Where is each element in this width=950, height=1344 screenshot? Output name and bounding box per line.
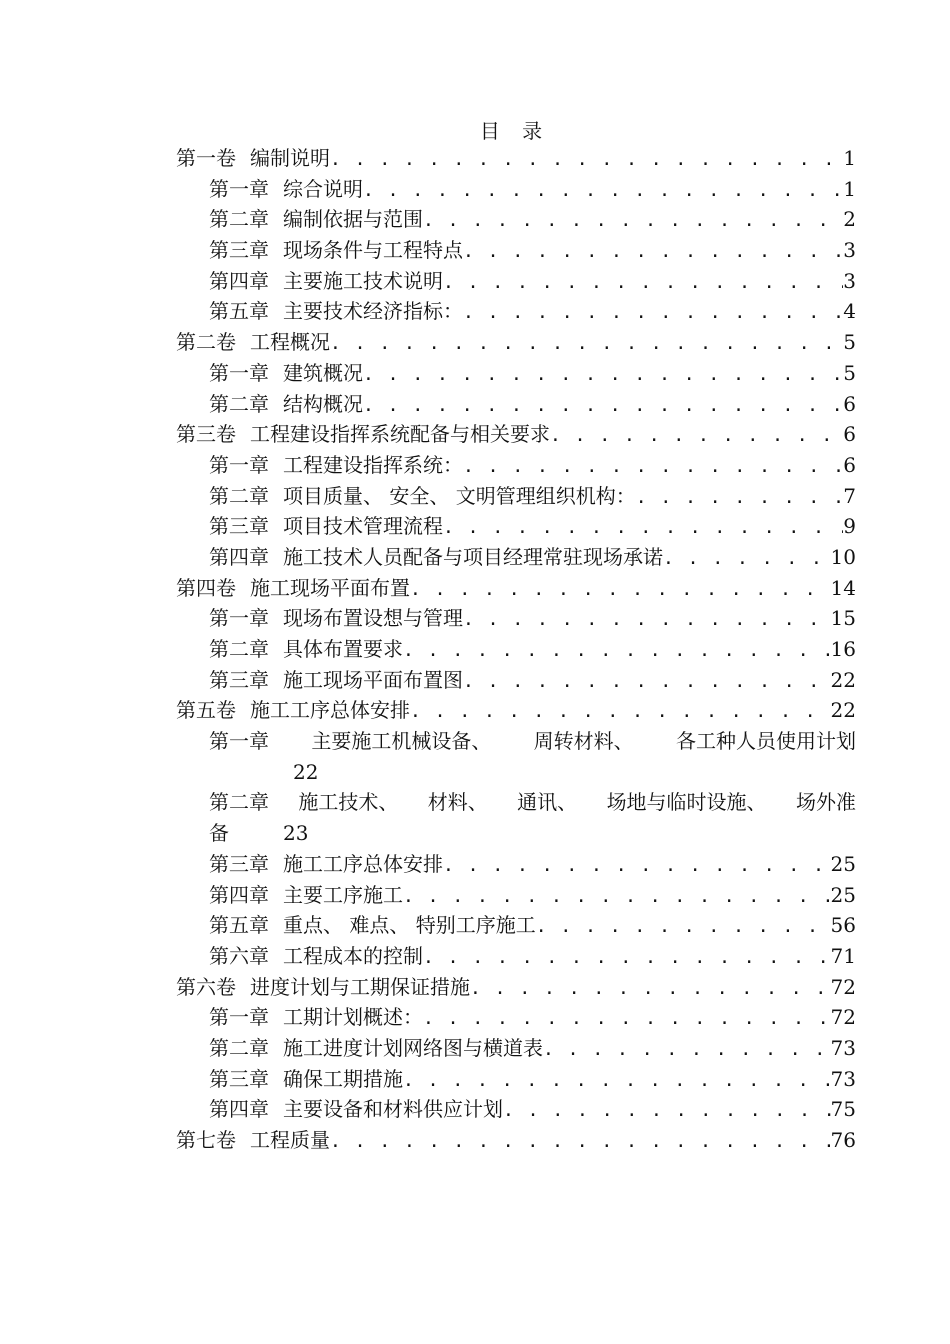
toc-leader-dots bbox=[550, 421, 843, 450]
toc-entry-number: 第三章 bbox=[209, 1066, 269, 1091]
toc-entry-chapter[interactable] bbox=[176, 204, 856, 235]
toc-entry-chapter[interactable] bbox=[176, 849, 856, 880]
toc-entry-page: 9 bbox=[843, 514, 856, 539]
toc-entry-text-continued: 备 bbox=[209, 821, 229, 846]
toc-entry-page: 5 bbox=[843, 330, 856, 355]
toc-leader-dots bbox=[463, 452, 843, 481]
toc-entry-text: 进度计划与工期保证措施 bbox=[250, 974, 470, 999]
toc-entry-line bbox=[209, 818, 856, 849]
toc-entry-text: 编制依据与范围 bbox=[283, 207, 423, 232]
toc-entry-volume[interactable] bbox=[176, 143, 856, 174]
toc-entry-page: 3 bbox=[843, 238, 856, 263]
toc-entry-text-part: 周转材料、 bbox=[533, 729, 634, 754]
toc-entry-page: 6 bbox=[843, 422, 856, 447]
toc-entry-chapter[interactable] bbox=[176, 910, 856, 941]
toc-leader-dots bbox=[443, 268, 843, 297]
toc-entry-text: 施工工序总体安排 bbox=[283, 851, 443, 876]
toc-entry-page: 25 bbox=[830, 851, 856, 876]
toc-entry-page: 76 bbox=[830, 1128, 856, 1153]
toc-leader-dots bbox=[423, 206, 843, 235]
toc-title: 目 录 bbox=[479, 119, 551, 143]
toc-entry-page: 6 bbox=[843, 391, 856, 416]
toc-entry-number: 第四卷 bbox=[176, 575, 236, 600]
toc-entry-text: 工程建设指挥系统配备与相关要求 bbox=[250, 422, 550, 447]
toc-entry-page: 6 bbox=[843, 452, 856, 477]
toc-entry-number: 第四章 bbox=[209, 544, 269, 569]
toc-leader-dots bbox=[410, 697, 831, 726]
toc-entry-page: 22 bbox=[830, 698, 856, 723]
toc-leader-dots bbox=[443, 851, 831, 880]
toc-entry-text: 项目技术管理流程 bbox=[283, 514, 443, 539]
toc-entry-chapter[interactable] bbox=[176, 481, 856, 512]
toc-entry-number: 第三章 bbox=[209, 238, 269, 263]
toc-entry-page: 22 bbox=[830, 667, 856, 692]
toc-entry-number: 第三章 bbox=[209, 667, 269, 692]
toc-leader-dots bbox=[410, 575, 831, 604]
toc-entry-page: 1 bbox=[843, 146, 856, 170]
toc-entry-page: 56 bbox=[830, 913, 856, 938]
toc-entry-text: 编制说明 bbox=[250, 146, 330, 170]
toc-entry-text: 主要设备和材料供应计划 bbox=[283, 1097, 503, 1122]
toc-entry-number: 第三章 bbox=[209, 851, 269, 876]
toc-entry-text: 工程概况 bbox=[250, 330, 330, 355]
toc-entry-text: 施工工序总体安排 bbox=[250, 698, 410, 723]
toc-entry-number: 第二章 bbox=[209, 637, 269, 661]
toc-entry-page: 2 bbox=[843, 207, 856, 232]
toc-entry-chapter[interactable] bbox=[176, 174, 856, 205]
toc-list bbox=[176, 143, 856, 1156]
toc-entry-text: 现场布置设想与管理 bbox=[283, 606, 463, 631]
toc-entry-volume[interactable] bbox=[176, 419, 856, 450]
toc-leader-dots bbox=[363, 391, 843, 420]
toc-entry-page: 72 bbox=[830, 1005, 856, 1030]
toc-entry-chapter[interactable] bbox=[176, 1002, 856, 1033]
toc-entry-chapter[interactable] bbox=[176, 235, 856, 266]
toc-leader-dots bbox=[403, 636, 831, 665]
toc-entry-page: 1 bbox=[843, 176, 856, 201]
toc-leader-dots bbox=[403, 1066, 831, 1095]
toc-leader-dots bbox=[636, 483, 844, 512]
toc-leader-dots bbox=[330, 329, 843, 358]
toc-entry-number: 第一章 bbox=[209, 176, 269, 201]
toc-entry-chapter[interactable] bbox=[176, 634, 856, 665]
toc-leader-dots bbox=[403, 882, 831, 911]
toc-entry-chapter[interactable] bbox=[176, 542, 856, 573]
toc-leader-dots bbox=[363, 360, 843, 389]
toc-entry-chapter[interactable] bbox=[176, 450, 856, 481]
toc-entry-text: 现场条件与工程特点 bbox=[283, 238, 463, 263]
toc-entry-number: 第二章 bbox=[209, 1036, 269, 1060]
toc-entry-page: 16 bbox=[830, 637, 856, 661]
toc-leader-dots bbox=[363, 176, 843, 205]
toc-entry-text: 施工进度计划网络图与横道表 bbox=[283, 1036, 543, 1060]
toc-entry-text: 重点、 难点、 特别工序施工 bbox=[283, 913, 536, 938]
toc-entry-number: 第一章 bbox=[209, 360, 269, 385]
toc-entry-number: 第二章 bbox=[209, 391, 269, 416]
toc-entry-number: 第一章 bbox=[209, 452, 269, 477]
toc-leader-dots bbox=[423, 943, 831, 972]
toc-entry-text-part: 主要施工机械设备、 bbox=[311, 729, 492, 754]
toc-entry-page: 15 bbox=[830, 606, 856, 631]
toc-entry-number: 第三卷 bbox=[176, 422, 236, 447]
toc-entry-chapter[interactable] bbox=[176, 726, 856, 787]
toc-entry-volume[interactable] bbox=[176, 327, 856, 358]
toc-entry-volume[interactable] bbox=[176, 972, 856, 1003]
toc-leader-dots bbox=[503, 1096, 831, 1125]
toc-entry-text-part: 场外准 bbox=[795, 790, 856, 815]
toc-leader-dots bbox=[423, 1004, 831, 1033]
toc-entry-number: 第五章 bbox=[209, 913, 269, 938]
toc-entry-page: 23 bbox=[283, 821, 309, 846]
toc-entry-page: 3 bbox=[843, 268, 856, 293]
toc-leader-dots bbox=[463, 237, 843, 266]
toc-entry-number: 第四章 bbox=[209, 882, 269, 907]
toc-entry-number: 第三章 bbox=[209, 514, 269, 539]
toc-leader-dots bbox=[463, 298, 843, 327]
toc-entry-page: 73 bbox=[830, 1036, 856, 1060]
toc-entry-chapter[interactable] bbox=[176, 296, 856, 327]
toc-entry-text-part: 施工技术、 bbox=[298, 790, 399, 815]
toc-entry-number: 第五章 bbox=[209, 299, 269, 324]
toc-entry-line bbox=[209, 726, 856, 757]
toc-entry-chapter[interactable] bbox=[176, 266, 856, 297]
toc-entry-number: 第二章 bbox=[209, 207, 269, 232]
toc-entry-page: 7 bbox=[843, 483, 856, 508]
toc-entry-text: 综合说明 bbox=[283, 176, 363, 201]
toc-entry-text: 结构概况 bbox=[283, 391, 363, 416]
toc-entry-chapter[interactable] bbox=[176, 389, 856, 420]
toc-entry-number: 第四章 bbox=[209, 1097, 269, 1122]
toc-entry-line bbox=[209, 787, 856, 818]
toc-entry-chapter[interactable] bbox=[176, 1094, 856, 1125]
toc-entry-number: 第一章 bbox=[209, 606, 269, 631]
toc-entry-text: 主要施工技术说明 bbox=[283, 268, 443, 293]
toc-entry-chapter[interactable] bbox=[176, 358, 856, 389]
toc-entry-chapter[interactable] bbox=[176, 941, 856, 972]
toc-entry-page: 25 bbox=[830, 882, 856, 907]
toc-entry-chapter[interactable] bbox=[176, 1033, 856, 1064]
toc-entry-volume[interactable] bbox=[176, 695, 856, 726]
toc-leader-dots bbox=[543, 1035, 831, 1064]
toc-entry-page: 4 bbox=[843, 299, 856, 324]
toc-leader-dots bbox=[330, 1127, 831, 1156]
toc-entry-page: 5 bbox=[843, 360, 856, 385]
toc-entry-text: 施工现场平面布置图 bbox=[283, 667, 463, 692]
toc-entry-number: 第二章 bbox=[209, 483, 269, 508]
toc-entry-chapter[interactable] bbox=[176, 665, 856, 696]
toc-entry-text: 主要工序施工 bbox=[283, 882, 403, 907]
toc-entry-text-part: 材料、 bbox=[427, 790, 488, 815]
toc-entry-chapter[interactable] bbox=[176, 511, 856, 542]
toc-leader-dots bbox=[663, 544, 831, 573]
toc-entry-chapter[interactable] bbox=[176, 880, 856, 911]
toc-entry-text-part: 通讯、 bbox=[517, 790, 578, 815]
toc-entry-page: 10 bbox=[830, 544, 856, 569]
toc-entry-page: 73 bbox=[830, 1066, 856, 1091]
toc-entry-page: 71 bbox=[830, 943, 856, 968]
toc-entry-page: 72 bbox=[830, 974, 856, 999]
toc-entry-text: 施工技术人员配备与项目经理常驻现场承诺 bbox=[283, 544, 663, 569]
toc-leader-dots bbox=[470, 974, 831, 1003]
toc-leader-dots bbox=[463, 667, 831, 696]
toc-entry-number: 第二章 bbox=[209, 790, 269, 815]
toc-entry-text-part: 场地与临时设施、 bbox=[606, 790, 767, 815]
toc-leader-dots bbox=[330, 145, 843, 174]
toc-entry-number: 第一卷 bbox=[176, 146, 236, 170]
toc-entry-chapter[interactable] bbox=[176, 1064, 856, 1095]
toc-entry-number: 第六卷 bbox=[176, 974, 236, 999]
toc-entry-volume[interactable] bbox=[176, 573, 856, 604]
toc-entry-text: 工程成本的控制 bbox=[283, 943, 423, 968]
toc-entry-number: 第四章 bbox=[209, 268, 269, 293]
toc-entry-number: 第一章 bbox=[209, 729, 269, 754]
toc-entry-text: 确保工期措施 bbox=[283, 1066, 403, 1091]
toc-entry-number: 第二卷 bbox=[176, 330, 236, 355]
toc-entry-number: 第五卷 bbox=[176, 698, 236, 723]
toc-entry-page: 22 bbox=[293, 759, 319, 784]
toc-entry-text: 工程质量 bbox=[250, 1128, 330, 1153]
toc-entry-number: 第一章 bbox=[209, 1005, 269, 1030]
toc-entry-text: 施工现场平面布置 bbox=[250, 575, 410, 600]
toc-entry-volume[interactable] bbox=[176, 1125, 856, 1156]
toc-entry-text: 具体布置要求 bbox=[283, 637, 403, 661]
toc-entry-line bbox=[209, 757, 856, 788]
toc-entry-text: 建筑概况 bbox=[283, 360, 363, 385]
toc-entry-number: 第七卷 bbox=[176, 1128, 236, 1153]
toc-entry-chapter[interactable] bbox=[176, 603, 856, 634]
toc-leader-dots bbox=[443, 513, 843, 542]
toc-entry-text: 主要技术经济指标： bbox=[283, 299, 463, 324]
toc-entry-text: 项目质量、 安全、 文明管理组织机构： bbox=[283, 483, 636, 508]
toc-entry-text: 工程建设指挥系统： bbox=[283, 452, 463, 477]
toc-leader-dots bbox=[463, 605, 831, 634]
toc-entry-text: 工期计划概述： bbox=[283, 1005, 423, 1030]
toc-entry-page: 14 bbox=[830, 575, 856, 600]
toc-entry-page: 75 bbox=[830, 1097, 856, 1122]
toc-entry-text-part: 各工种人员使用计划 bbox=[675, 729, 856, 754]
toc-leader-dots bbox=[536, 912, 831, 941]
toc-entry-number: 第六章 bbox=[209, 943, 269, 968]
toc-entry-chapter[interactable] bbox=[176, 787, 856, 848]
